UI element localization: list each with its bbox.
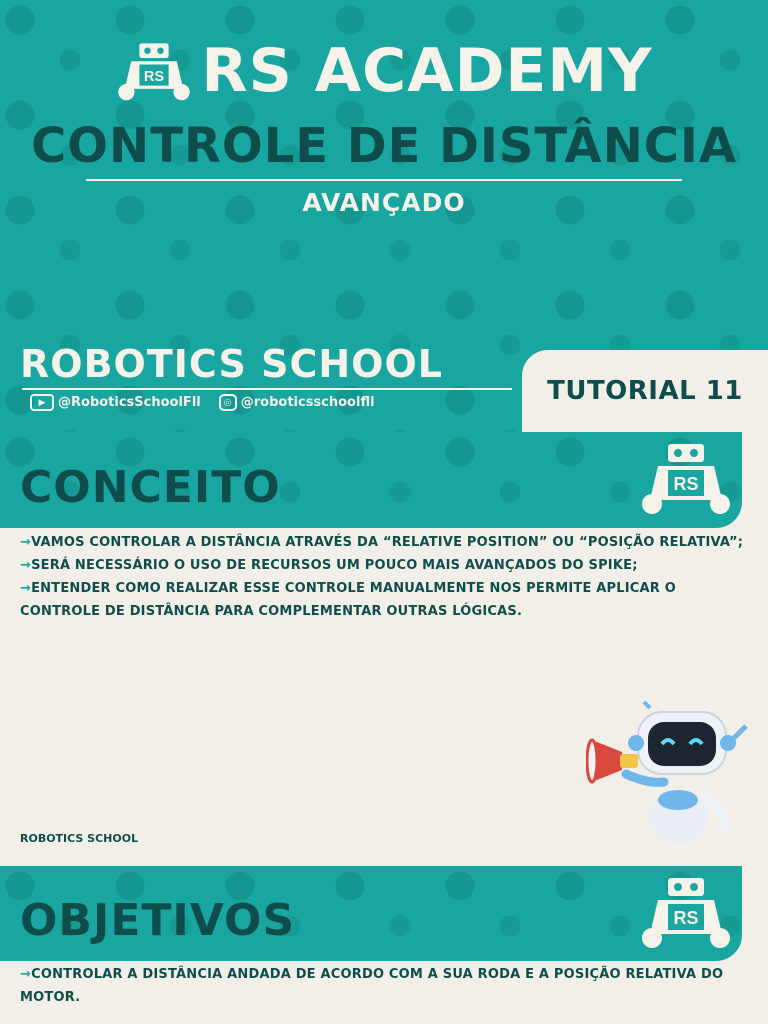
instagram-link[interactable] — [219, 394, 375, 411]
social-links — [30, 394, 375, 411]
concept-list — [20, 531, 755, 623]
school-divider — [22, 388, 512, 390]
footer-school-label: ROBOTICS SCHOOL — [20, 832, 139, 845]
page-title: CONTROLE DE DISTÂNCIA — [31, 118, 737, 174]
objectives-heading: OBJETIVOS — [20, 895, 296, 946]
school-name: ROBOTICS SCHOOL — [20, 342, 443, 386]
logo-text: RS — [144, 68, 165, 85]
list-item: →CONTROLAR A DISTÂNCIA ANDADA DE ACORDO COM A SUA RODA E A POSIÇÃO RELATIVA DO MOTOR. — [20, 967, 724, 1005]
tutorial-badge — [522, 350, 768, 432]
youtube-link[interactable] — [30, 394, 201, 411]
youtube-icon: ▶ — [30, 394, 54, 411]
brand-row — [0, 36, 768, 106]
arrow-icon: → — [20, 558, 32, 573]
rs-robot-logo-icon — [638, 440, 734, 516]
logo-text: RS — [673, 908, 699, 928]
robot-megaphone-illustration — [586, 700, 750, 850]
instagram-handle: @roboticsschoolfll — [240, 395, 375, 410]
arrow-icon: → — [20, 967, 32, 982]
title-divider — [86, 179, 682, 181]
objectives-list — [20, 963, 755, 1009]
brand-title: RS ACADEMY — [201, 36, 653, 106]
tutorial-label: TUTORIAL 11 — [547, 376, 743, 406]
list-item: →VAMOS CONTROLAR A DISTÂNCIA ATRAVÉS DA “RELATIVE POSITION” OU “POSIÇÃO RELATIVA”; — [20, 535, 744, 550]
rs-robot-logo-icon — [638, 874, 734, 950]
youtube-handle: @RoboticsSchoolFll — [58, 395, 201, 410]
instagram-icon: ◎ — [219, 394, 237, 411]
logo-text: RS — [673, 474, 699, 494]
list-item: →ENTENDER COMO REALIZAR ESSE CONTROLE MANUALMENTE NOS PERMITE APLICAR O CONTROLE DE DISTÂNCIA PARA COMPLEMENTAR OUTRAS LÓGICAS. — [20, 581, 676, 619]
concept-heading: CONCEITO — [20, 462, 281, 513]
arrow-icon: → — [20, 581, 32, 596]
arrow-icon: → — [20, 535, 32, 550]
list-item: →SERÁ NECESSÁRIO O USO DE RECURSOS UM POUCO MAIS AVANÇADOS DO SPIKE; — [20, 558, 638, 573]
page-subtitle: AVANÇADO — [302, 188, 466, 217]
rs-robot-logo-icon — [115, 40, 193, 102]
